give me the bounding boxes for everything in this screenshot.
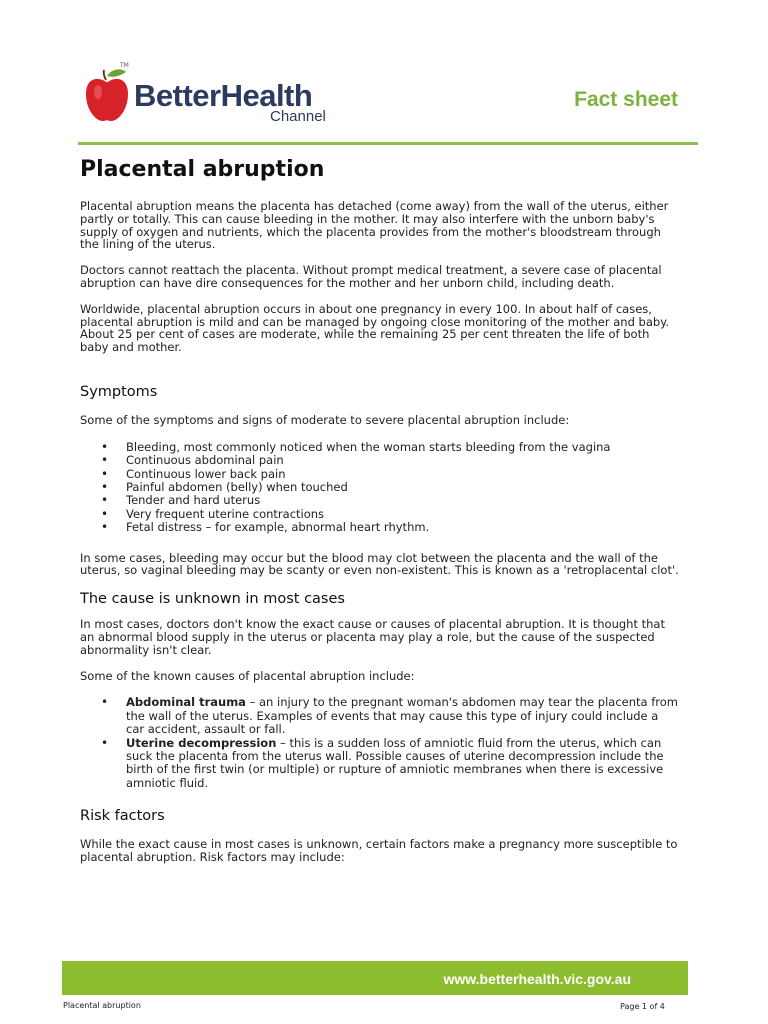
symptoms-after: In some cases, bleeding may occur but the blood may clot between the placenta and the wall of the uterus, so vaginal bleeding may be scanty or even non-existent. This is known as a 'retroplacental clot'. [80, 550, 679, 578]
list-item: • Painful abdomen (belly) when touched [80, 481, 680, 494]
brand-subtitle: Channel [270, 108, 326, 125]
cause-term: Abdominal trauma [126, 695, 246, 710]
page-title: Placental abruption [80, 157, 325, 182]
fact-sheet-label: Fact sheet [574, 88, 678, 111]
list-item: • Continuous abdominal pain [80, 454, 680, 467]
list-item: • Continuous lower back pain [80, 468, 680, 481]
apple-logo-icon [84, 66, 132, 124]
better-health-logo[interactable] [80, 60, 360, 132]
causes-list [80, 696, 680, 790]
header-divider [78, 142, 698, 145]
cause-paragraph-2: Some of the known causes of placental abruption include: [80, 668, 415, 683]
cause-text: – an injury to the pregnant woman's abdomen may tear the placenta from the wall of the uterus. Examples of events that may cause this type of injury could include a car accident, assault or fall. [126, 695, 678, 737]
header [80, 60, 700, 140]
symptoms-list [80, 441, 680, 535]
brand-name: BetterHealth [134, 78, 313, 113]
footer-document-title: Placental abruption [63, 1001, 141, 1010]
cause-term: Uterine decompression [126, 735, 277, 750]
list-item: • Bleeding, most commonly noticed when the woman starts bleeding from the vagina [80, 441, 680, 454]
trademark-mark: TM [120, 62, 129, 69]
website-link[interactable]: www.betterhealth.vic.gov.au [443, 971, 631, 987]
risk-heading: Risk factors [80, 808, 165, 825]
page-number: Page 1 of 4 [620, 1002, 665, 1011]
footer-band [62, 961, 688, 995]
cause-text: – this is a sudden loss of amniotic fluid from the uterus, which can suck the placenta from the uterus wall. Possible causes of uterine decompression include the birth of the first twin (or multiple) or rupture of amniotic membranes when there is excessive amniotic fluid. [126, 735, 664, 790]
intro-paragraph-1: Placental abruption means the placenta has detached (come away) from the wall of the uterus, either partly or totally. This can cause bleeding in the mother. It may also interfere with the unborn baby's supply of oxygen and nutrients, which the placenta provides from the mother's bloodstream through the lining of the uterus. [80, 199, 669, 252]
cause-paragraph-1: In most cases, doctors don't know the exact cause or causes of placental abruption. It is thought that an abnormal blood supply in the uterus or placenta may play a role, but the cause of the suspected abnormality isn't clear. [80, 617, 665, 657]
risk-paragraph-1: While the exact cause in most cases is unknown, certain factors make a pregnancy more susceptible to placental abruption. Risk factors may include: [80, 837, 678, 865]
article-body [80, 150, 680, 864]
cause-heading: The cause is unknown in most cases [80, 591, 345, 608]
intro-paragraph-2: Doctors cannot reattach the placenta. Without prompt medical treatment, a severe case of placental abruption can have dire consequences for the mother and her unborn child, including death. [80, 263, 662, 290]
list-item: • Very frequent uterine contractions [80, 508, 680, 521]
list-item [80, 696, 680, 736]
symptoms-lead: Some of the symptoms and signs of moderate to severe placental abruption include: [80, 412, 570, 427]
intro-paragraph-3: Worldwide, placental abruption occurs in about one pregnancy in every 100. In about half of cases, placental abruption is mild and can be managed by ongoing close monitoring of the mother and baby. About 25 per cent of cases are moderate, while the remaining 25 per cent threaten the life of both baby and mother. [80, 301, 670, 355]
symptoms-heading: Symptoms [80, 383, 158, 400]
list-item: • Fetal distress – for example, abnormal heart rhythm. [80, 521, 680, 534]
list-item: • Tender and hard uterus [80, 494, 680, 507]
list-item [80, 737, 680, 791]
